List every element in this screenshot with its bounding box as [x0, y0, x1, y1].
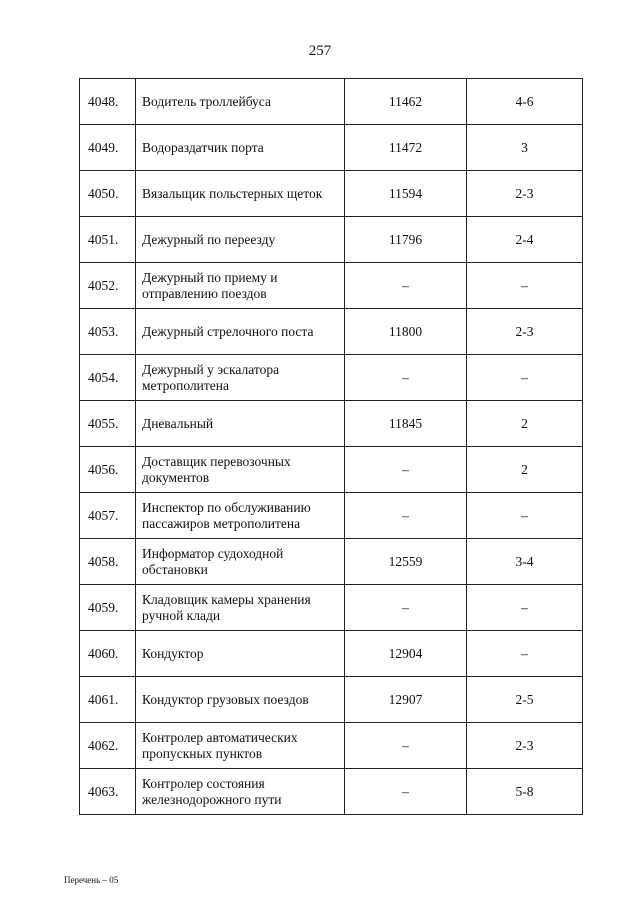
occupation-name: Доставщик перевозочных документов — [136, 447, 345, 493]
occupation-code: – — [345, 355, 467, 401]
grade-range: – — [467, 585, 583, 631]
row-number: 4053. — [80, 309, 136, 355]
table-row — [80, 401, 583, 447]
table-row — [80, 79, 583, 125]
occupation-name: Кондуктор — [136, 631, 345, 677]
row-number: 4048. — [80, 79, 136, 125]
occupation-name: Контролер автоматических пропускных пунктов — [136, 723, 345, 769]
table-row — [80, 631, 583, 677]
row-number: 4063. — [80, 769, 136, 815]
table-row — [80, 125, 583, 171]
grade-range: – — [467, 263, 583, 309]
occupation-code: 11472 — [345, 125, 467, 171]
table-row — [80, 447, 583, 493]
row-number: 4059. — [80, 585, 136, 631]
grade-range: 2-3 — [467, 171, 583, 217]
occupation-code: – — [345, 447, 467, 493]
occupation-name: Кладовщик камеры хранения ручной клади — [136, 585, 345, 631]
occupation-table-body — [80, 79, 583, 815]
grade-range: 3 — [467, 125, 583, 171]
row-number: 4049. — [80, 125, 136, 171]
occupation-name: Дежурный по приему и отправлению поездов — [136, 263, 345, 309]
occupation-code: 11594 — [345, 171, 467, 217]
occupation-name: Контролер состояния железнодорожного пути — [136, 769, 345, 815]
table-row — [80, 309, 583, 355]
occupation-code: 11462 — [345, 79, 467, 125]
table-row — [80, 355, 583, 401]
page-number: 257 — [308, 43, 332, 59]
grade-range: – — [467, 493, 583, 539]
row-number: 4058. — [80, 539, 136, 585]
grade-range: 2-5 — [467, 677, 583, 723]
table-row — [80, 585, 583, 631]
row-number: 4054. — [80, 355, 136, 401]
row-number: 4056. — [80, 447, 136, 493]
occupation-code: 12904 — [345, 631, 467, 677]
occupation-code: – — [345, 263, 467, 309]
grade-range: 2 — [467, 401, 583, 447]
occupation-name: Дневальный — [136, 401, 345, 447]
occupation-code: 12907 — [345, 677, 467, 723]
document-footer: Перечень – 05 — [64, 875, 119, 885]
grade-range: 2-4 — [467, 217, 583, 263]
grade-range: 5-8 — [467, 769, 583, 815]
occupation-name: Информатор судоходной обстановки — [136, 539, 345, 585]
row-number: 4057. — [80, 493, 136, 539]
occupation-code: – — [345, 723, 467, 769]
occupation-code: 12559 — [345, 539, 467, 585]
table-row — [80, 263, 583, 309]
row-number: 4062. — [80, 723, 136, 769]
table-row — [80, 493, 583, 539]
occupation-code: – — [345, 769, 467, 815]
row-number: 4060. — [80, 631, 136, 677]
table-row — [80, 217, 583, 263]
occupation-name: Вязальщик польстерных щеток — [136, 171, 345, 217]
occupation-name: Водитель троллейбуса — [136, 79, 345, 125]
occupation-code: 11800 — [345, 309, 467, 355]
grade-range: 2 — [467, 447, 583, 493]
occupation-name: Дежурный стрелочного поста — [136, 309, 345, 355]
grade-range: 2-3 — [467, 309, 583, 355]
grade-range: – — [467, 355, 583, 401]
grade-range: 2-3 — [467, 723, 583, 769]
grade-range: 3-4 — [467, 539, 583, 585]
table-row — [80, 677, 583, 723]
occupation-code: – — [345, 585, 467, 631]
occupation-name: Водораздатчик порта — [136, 125, 345, 171]
table-row — [80, 723, 583, 769]
table-row — [80, 539, 583, 585]
grade-range: – — [467, 631, 583, 677]
row-number: 4051. — [80, 217, 136, 263]
row-number: 4050. — [80, 171, 136, 217]
row-number: 4055. — [80, 401, 136, 447]
occupation-code: 11796 — [345, 217, 467, 263]
row-number: 4061. — [80, 677, 136, 723]
table-row — [80, 171, 583, 217]
table-row — [80, 769, 583, 815]
occupation-name: Дежурный у эскалатора метрополитена — [136, 355, 345, 401]
occupation-code: – — [345, 493, 467, 539]
row-number: 4052. — [80, 263, 136, 309]
occupation-name: Дежурный по переезду — [136, 217, 345, 263]
occupation-code: 11845 — [345, 401, 467, 447]
occupation-name: Кондуктор грузовых поездов — [136, 677, 345, 723]
occupation-name: Инспектор по обслуживанию пассажиров метрополитена — [136, 493, 345, 539]
occupation-table — [79, 78, 583, 815]
grade-range: 4-6 — [467, 79, 583, 125]
